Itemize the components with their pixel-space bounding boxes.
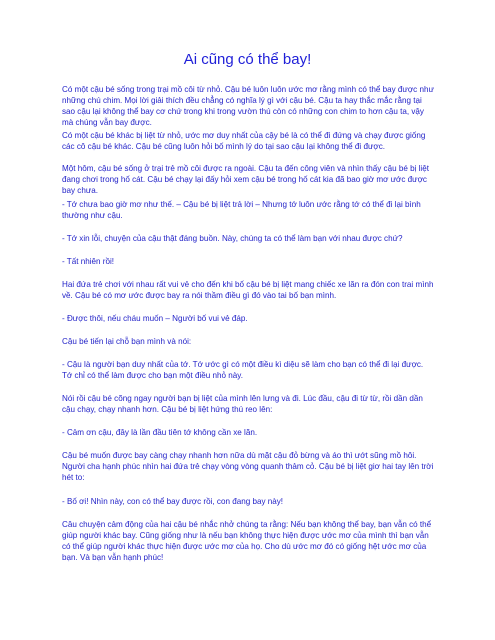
paragraph-14: - Bố ơi! Nhìn này, con có thể bay được rồi, con đang bay này! [62, 497, 284, 506]
paragraph-13: Cậu bé muốn được bay càng chạy nhanh hơn nữa dù mặt cậu đỏ bừng và áo thì ướt sũng mồ hôi. Người cha hạnh phúc nhìn hai đứa trẻ chạy vòng vòng quanh thảm cỏ. Cậu bé bị liệt giơ hai tay lên trời hét to: [62, 451, 434, 482]
paragraph-6: - Tất nhiên rồi! [62, 257, 115, 266]
paragraph-4: - Tớ chưa bao giờ mơ như thế. – Cậu bé bị liệt trả lời – Nhưng tớ luôn ước rằng tớ có thể đi lại bình thường như cậu. [62, 200, 421, 220]
paragraph-8: - Được thôi, nếu cháu muốn – Người bố vui vẻ đáp. [62, 314, 248, 323]
paragraph-3: Một hôm, cậu bé sống ở trại trẻ mồ côi được ra ngoài. Cậu ta đến công viên và nhìn thấy cậu bé bị liệt đang chơi trong hố cát. Cậu bé chạy lại đấy hỏi xem cậu bé trong hố cát kia đã bao giờ mơ ước được bay chưa. [62, 164, 429, 195]
paragraph-2: Có một cậu bé khác bị liệt từ nhỏ, ước mơ duy nhất của cậy bé là có thể đi đứng và chạy được giống các cô cậu bé khác. Cậu bé cũng luôn hỏi bố mình lý do tại sao cậu lại không thể đi được. [62, 131, 426, 151]
document-title: Ai cũng có thể bay! [183, 51, 312, 68]
paragraph-12: - Cảm ơn cậu, đây là lần đầu tiên tớ không cần xe lăn. [62, 428, 258, 437]
paragraph-1: Có một cậu bé sống trong trại mồ côi từ nhỏ. Cậu bé luôn luôn ước mơ rằng mình có thể bay được như những chú chim. Mọi lời giải thích đều chẳng có nghĩa lý gì với cậu bé. Cậu ta hay thắc mắc rằng tại sao cậu lại không thể bay cơ chứ trong khi trong vườn thú còn có những con chim to hơn cậu ta, vậy mà chúng vẫn bay được. [62, 85, 434, 127]
paragraph-10: - Cậu là người bạn duy nhất của tớ. Tớ ước gì có một điều kì diệu sẽ làm cho bạn có thể đi lại được. Tớ chỉ có thể làm được cho bạn một điều nhỏ này. [62, 360, 424, 380]
paragraph-7: Hai đứa trẻ chơi với nhau rất vui vẻ cho đến khi bố cậu bé bị liệt mang chiếc xe lăn ra đón con trai mình về. Cậu bé có mơ ước được bay ra nói thầm điều gì đó vào tai bố bạn mình. [62, 280, 434, 300]
paragraph-11: Nói rồi cậu bé cõng ngay người bạn bị liệt của mình lên lưng và đi. Lúc đầu, cậu đi từ từ, rồi dần dần cậu chạy, chạy nhanh hơn. Cậu bé bị liệt hứng thú reo lên: [62, 394, 423, 414]
paragraph-9: Cậu bé tiến lại chỗ bạn mình và nói: [62, 337, 192, 346]
paragraph-15: Câu chuyện cảm động của hai cậu bé nhắc nhở chúng ta rằng: Nếu bạn không thể bay, bạn vẫn có thể giúp người khác bay. Cũng giống như là nếu bạn không thực hiện được ước mơ của mình thì bạn vẫn có thể giúp người khác thực hiện được ước mơ của họ. Cho dù ước mơ đó có giống hệt ước mơ của bạn. Và bạn vẫn hạnh phúc! [62, 520, 432, 562]
paragraph-5: - Tớ xin lỗi, chuyện của cậu thật đáng buồn. Này, chúng ta có thể làm bạn với nhau được chứ? [62, 234, 403, 243]
